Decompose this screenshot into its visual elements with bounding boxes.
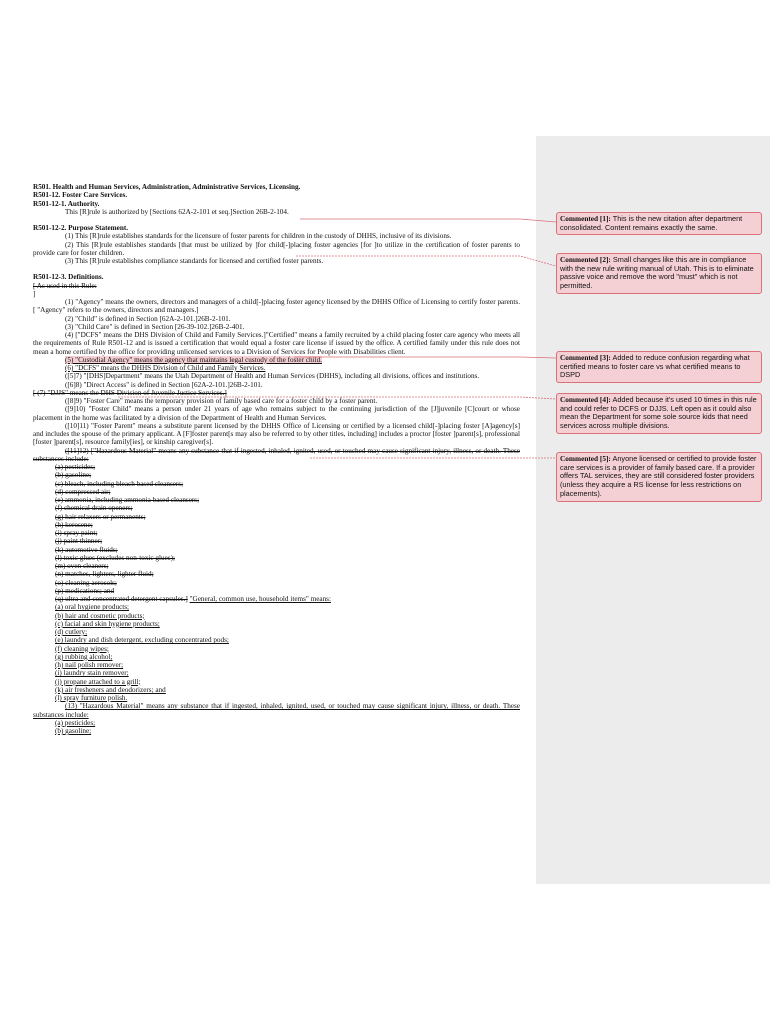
list-item: (o) cleaning aerosols; [55,578,117,587]
definition-foster-child: ([9]10) "Foster Child" means a person under 21 years of age who remains subject to the continuing jurisdiction of the [J]juvenile [C]court or whose placement in the home was facilitated by a division of the Department of Health and Human Services. [33,405,520,422]
definition-foster-parent: ([10]11) "Foster Parent" means a substitute parent licensed by the DHHS Office of Licensing or certified by a licensed child[-]placing foster [A]agency[s] and includes the spouse of the primary applicant. A [F]foster parent[s may also be referred to by other titles, including] includes a proctor [foster ]parent[s], professional [foster ]parent[s], resource family[ies], or kinship caregiver[s]. [33,421,520,447]
list-item: (b) gasoline; [55,727,92,735]
definition-child: (2) "Child" is defined in Section [62A-2-101.]26B-2-101. [65,314,231,323]
list-item: (k) air fresheners and deodorizers; and [55,685,166,694]
definition-foster-care: ([8]9) "Foster Care" means the temporary provision of family based care for a foster child by a foster parent. [65,397,378,405]
list-item: (l) spray furniture polish. [55,694,128,702]
list-item: (b) hair and cosmetic products; [55,611,145,620]
list-item: (n) matches, lighters, lighter fluid; [55,570,154,579]
definition-department: ([5]7) "[DHS]Department" means the Utah Department of Health and Human Services (DHHS), including all divisions, offices and institutions. [65,372,480,381]
list-item: (a) oral hygiene products; [55,603,130,612]
list-item: (h) nail polish remover; [55,661,124,669]
list-item: (e) ammonia, including ammonia based cleansers; [55,496,200,504]
list-item: (i) laundry stain remover; [55,669,129,678]
comment-4[interactable]: Commented [4]: Added because it's used 10 times in this rule and could refer to DCFS or DJJS. Left open as it could also mean the Department for some sole source kids that need services across multiple divisions. [556,393,762,434]
list-item: (e) laundry and dish detergent, excluding concentrated pods; [55,636,229,645]
authority-line: This [R]rule is authorized by [Sections 62A-2-101 et seq.]Section 26B-2-104. [65,207,289,216]
list-item: (h) kerosene; [55,520,93,529]
deleted-intro-close: ] [33,289,36,298]
list-item: (j) propane attached to a grill; [55,677,141,686]
purpose-2: (2) This [R]rule establishes standards [that must be utilized by ]for child[-]placing foster agencies [for ]to utilize in the certification of foster parents to provide care for foster children. [33,240,520,257]
connector-4 [118,397,556,399]
rule-title: R501-12. Foster Care Services. [33,191,128,200]
comment-5[interactable]: Commented [5]: Anyone licensed or certified to provide foster care services is a provider of family based care. If a provider offers TAL services, they are still considered foster providers (unless they acquire a RS license for less restrictions on placements). [556,452,762,502]
definition-certified: (4) ["DCFS" means the DHS Division of Child and Family Services.]"Certified" means a family recruited by a child placing foster care agency who meets all the requirements of Rule R501-12 and is issued a certification that would equal a foster care license if issued by the office. A certified family under this rule does not mean a home certified by the office for providing unlicensed services to a Division of Services for People with Disabilities client. [33,331,520,356]
connector-1 [300,219,556,222]
list-item: (f) chemical drain openers; [55,504,133,513]
comment-2[interactable]: Commented [2]: Small changes like this are in compliance with the new rule writing manual of Utah. This is to eliminate passive voice and remove the word "must" which is not permitted. [556,253,762,294]
deleted-intro: [ As used in this Rule: [33,281,97,290]
purpose-1: (1) This [R]rule establishes standards for the licensure of foster parents for children in the custody of DHHS, inclusive of its divisions. [65,232,452,241]
connector-3 [294,357,556,358]
list-item: (k) automotive fluids; [55,545,118,554]
definition-child-care: (3) "Child Care" is defined in Section [26-39-102.]26B-2-401. [65,322,245,331]
list-item: (c) bleach, including bleach based cleansers; [55,479,184,488]
deleted-hazardous-material: ([11]12) ["Hazardous Material" means any substance that if ingested, inhaled, ignited, used, or touched may cause significant injury, illness, or death. These substances include: [33,446,520,463]
list-item: (g) hair relaxers or permanents; [55,512,146,521]
list-item: (a) pesticides; [55,718,96,727]
definition-direct-access: ([6]8) "Direct Access" is defined in Section [62A-2-101.]26B-2-101. [65,380,263,389]
list-item: (p) medications; and [55,586,115,595]
list-item: (f) cleaning wipes; [55,644,109,653]
list-item: (c) facial and skin hygiene products; [55,619,160,628]
section-heading-authority: R501-12-1. Authority. [33,199,100,208]
list-item: (m) oven cleaners; [55,562,109,570]
definition-agency: (1) "Agency" means the owners, directors and managers of a child[-]placing foster agency licensed by the DHHS Office of Licensing to certify foster parents.[ "Agency" refers to the owners, directors and managers.] [33,298,520,315]
purpose-3: (3) This [R]rule establishes compliance standards for licensed and certified foster parents. [65,257,324,265]
section-heading-purpose: R501-12-2. Purpose Statement. [33,224,129,232]
list-item: (a) pesticides; [55,463,96,471]
list-item: (j) paint thinner; [55,537,103,546]
section-heading-definitions: R501-12-3. Definitions. [33,273,104,282]
connector-2 [296,256,556,266]
list-item: (d) cutlery; [55,628,88,636]
list-item: (d) compressed air; [55,487,111,496]
list-item: (g) rubbing alcohol; [55,652,113,661]
substance-list-transition: (q) ultra and concentrated detergent capsules.] "General, common use, household items" means: [55,595,331,603]
list-item: (l) toxic glues (excludes non-toxic glues); [55,553,175,562]
list-item: (i) spray paint; [55,529,98,537]
deleted-definition-djjs: [ (7) "DJJS" means the DHS Division of Juvenile Justice Services.] [33,388,227,397]
rule-header: R501. Health and Human Services, Administration, Administrative Services, Licensing. [33,183,301,191]
definition-custodial-agency: (5) "Custodial Agency" means the agency that maintains legal custody of the foster child. [65,355,322,364]
definition-dcfs: (6) "DCFS" means the DHHS Division of Child and Family Services. [65,364,266,372]
list-item: (b) gasoline; [55,471,92,480]
definition-hazardous-material: (13) "Hazardous Material" means any substance that if ingested, inhaled, ignited, used, or touched may cause significant injury, illness, or death. These substances include: [33,702,520,719]
comment-3[interactable]: Commented [3]: Added to reduce confusion regarding what certified means to foster care vs what certified means to DSPD [556,351,762,383]
comment-1[interactable]: Commented [1]: This is the new citation after department consolidated. Content remains exactly the same. [556,212,762,235]
